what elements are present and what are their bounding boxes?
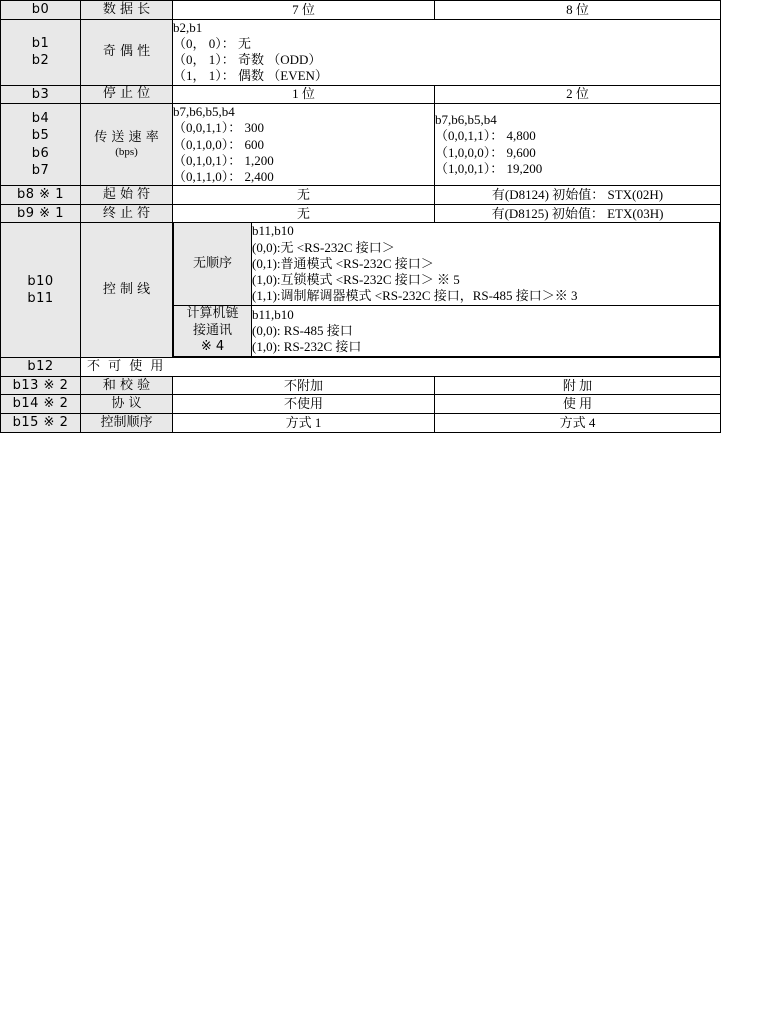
- bit-label-cell: b3: [1, 85, 81, 104]
- table-row: [1, 104, 721, 186]
- function-name-cell: 数 据 长: [81, 1, 173, 20]
- subgroup-value: b11,b10 (0,0):无 <RS-232C 接口＞ (0,1):普通模式 <RS-232C 接口＞ (1,0):互锁模式 <RS-232C 接口＞ ※ 5 (1,1):调制解调器模式 <RS-232C 接口，RS-485 接口＞※ 3: [252, 223, 720, 305]
- control-line-subtable: [173, 223, 720, 357]
- subgroup-label: 计算机链 接通讯 ※ 4: [174, 305, 252, 357]
- value-cell-right: 附 加: [435, 376, 721, 395]
- bit-label-cell: b4 b5 b6 b7: [1, 104, 81, 186]
- function-name-cell: 终 止 符: [81, 204, 173, 223]
- bit-label-cell: b13 ※ 2: [1, 376, 81, 395]
- subrow-computer-link: [174, 305, 720, 357]
- value-cell-left: 无: [173, 186, 435, 205]
- function-name-cell: 停 止 位: [81, 85, 173, 104]
- bit-label-cell: b9 ※ 1: [1, 204, 81, 223]
- value-cell-right: 8 位: [435, 1, 721, 20]
- subgroup-value: b11,b10 (0,0): RS-485 接口 (1,0): RS-232C 接口: [252, 305, 720, 357]
- bit-label-cell: b14 ※ 2: [1, 395, 81, 414]
- value-cell-left: 方式 1: [173, 414, 435, 433]
- value-cell-right: 有(D8125) 初始值： ETX(03H): [435, 204, 721, 223]
- function-name-cell: 不 可 使 用: [81, 358, 721, 377]
- table-row: [1, 19, 721, 85]
- value-cell-left: b7,b6,b5,b4 （0,0,1,1）： 300 （0,1,0,0）： 600 （0,1,0,1）： 1,200 （0,1,1,0）： 2,400: [173, 104, 435, 186]
- bit-label-cell: b0: [1, 1, 81, 20]
- subrow-no-protocol: [174, 223, 720, 305]
- serial-format-table: [0, 0, 721, 433]
- function-name-cell: 协 议: [81, 395, 173, 414]
- function-name-cell: 控制顺序: [81, 414, 173, 433]
- value-cell-left: 不使用: [173, 395, 435, 414]
- value-cell-left: 不附加: [173, 376, 435, 395]
- bit-label-cell: b8 ※ 1: [1, 186, 81, 205]
- value-cell-right: 方式 4: [435, 414, 721, 433]
- table-row: [1, 85, 721, 104]
- value-cell-left: 无: [173, 204, 435, 223]
- table-row: [1, 204, 721, 223]
- bit-label-cell: b1 b2: [1, 19, 81, 85]
- subgroup-label: 无顺序: [174, 223, 252, 305]
- value-cell-right: 有(D8124) 初始值： STX(02H): [435, 186, 721, 205]
- function-name-cell: 传 送 速 率 (bps): [81, 104, 173, 186]
- table-row: [1, 414, 721, 433]
- table-row: [1, 1, 721, 20]
- table-row: [1, 358, 721, 377]
- bit-label-cell: b12: [1, 358, 81, 377]
- control-line-group: [173, 223, 721, 358]
- function-name-cell: 和 校 验: [81, 376, 173, 395]
- bit-label-cell: b10 b11: [1, 223, 81, 358]
- table-row: [1, 376, 721, 395]
- table-row: [1, 186, 721, 205]
- value-cell-right: 2 位: [435, 85, 721, 104]
- value-cell-span: b2,b1 （0， 0）： 无 （0， 1）： 奇数 （ODD） （1， 1）： 偶数 （EVEN）: [173, 19, 721, 85]
- table-row: [1, 223, 721, 358]
- value-cell-right: 使 用: [435, 395, 721, 414]
- bit-label-cell: b15 ※ 2: [1, 414, 81, 433]
- value-cell-left: 1 位: [173, 85, 435, 104]
- value-cell-right: b7,b6,b5,b4 （0,0,1,1）： 4,800 （1,0,0,0）： 9,600 （1,0,0,1）： 19,200: [435, 104, 721, 186]
- table-row: [1, 395, 721, 414]
- function-name-cell: 奇 偶 性: [81, 19, 173, 85]
- function-name-cell: 起 始 符: [81, 186, 173, 205]
- value-cell-left: 7 位: [173, 1, 435, 20]
- function-name-cell: 控 制 线: [81, 223, 173, 358]
